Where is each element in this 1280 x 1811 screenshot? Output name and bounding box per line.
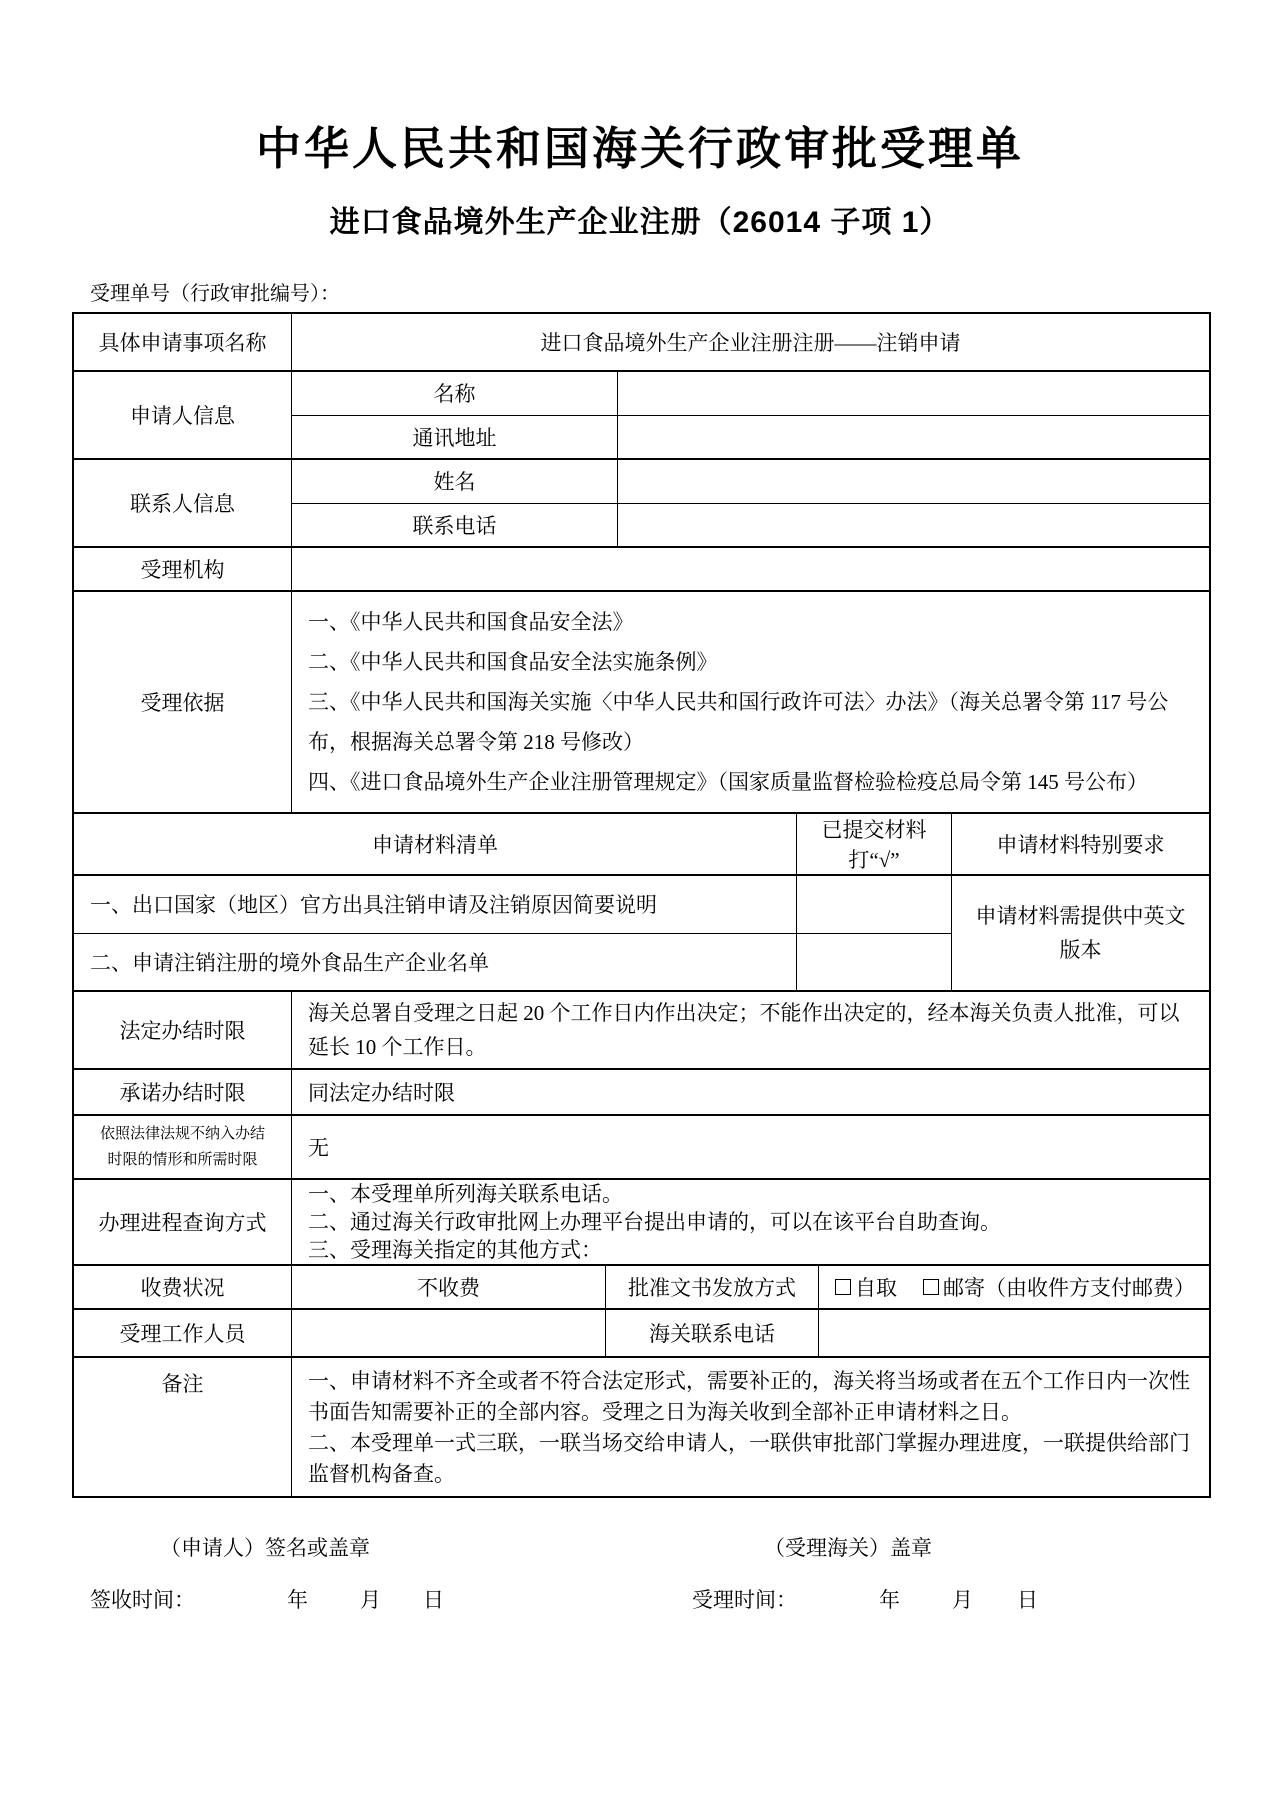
delivery-option-pickup bbox=[835, 1272, 897, 1302]
signature-row bbox=[0, 1532, 1280, 1562]
material-item-1 bbox=[74, 876, 952, 933]
form-table bbox=[72, 312, 1211, 1498]
basis-line-2: 二、《中华人民共和国食品安全法实施条例》 bbox=[308, 650, 718, 674]
applicant-address-label: 通讯地址 bbox=[292, 416, 618, 459]
applicant-address-subrow bbox=[292, 415, 1209, 459]
material-item-2 bbox=[74, 933, 952, 991]
progress-query-text bbox=[292, 1180, 1209, 1264]
progress-query-line-3: 三、受理海关指定的其他方式： bbox=[308, 1238, 602, 1262]
materials-special-note: 申请材料需提供中英文版本 bbox=[951, 876, 1209, 990]
sign-time-month: 月 bbox=[360, 1588, 381, 1612]
accept-time-year: 年 bbox=[879, 1588, 900, 1612]
materials-special-header: 申请材料特别要求 bbox=[996, 833, 1165, 857]
excluded-time-value: 无 bbox=[308, 1136, 329, 1160]
materials-submitted-header-line2: 打“√” bbox=[848, 848, 900, 872]
staff-row bbox=[74, 1308, 1209, 1356]
basis-line-4: 四、《进口食品境外生产企业注册管理规定》（国家质量监督检验检疫总局令第 145 号公布） bbox=[308, 770, 1148, 794]
remarks-line-2: 二、本受理单一式三联，一联当场交给申请人，一联供审批部门掌握办理进度，一联提供给部门监督机构备查。 bbox=[308, 1431, 1190, 1486]
pickup-option-label: 自取 bbox=[855, 1276, 897, 1300]
accept-time-label: 受理时间： bbox=[692, 1588, 797, 1612]
accept-time-month: 月 bbox=[952, 1588, 973, 1612]
accepting-org-row bbox=[74, 546, 1209, 590]
statutory-limit-row bbox=[74, 990, 1209, 1068]
delivery-options bbox=[819, 1266, 1209, 1308]
specific-item-label: 具体申请事项名称 bbox=[74, 314, 292, 370]
progress-query-line-2: 二、通过海关行政审批网上办理平台提出申请的，可以在该平台自助查询。 bbox=[308, 1210, 1001, 1234]
applicant-name-label: 名称 bbox=[292, 372, 618, 415]
contact-info-label: 联系人信息 bbox=[74, 460, 292, 546]
materials-items-row bbox=[74, 874, 1209, 990]
accepting-org-label: 受理机构 bbox=[74, 548, 292, 590]
contact-phone-value bbox=[618, 504, 1209, 547]
applicant-info-label: 申请人信息 bbox=[74, 372, 292, 458]
mail-checkbox[interactable] bbox=[923, 1279, 939, 1295]
fee-status-row bbox=[74, 1264, 1209, 1308]
material-item-2-name: 二、申请注销注册的境外食品生产企业名单 bbox=[74, 934, 797, 991]
pickup-checkbox[interactable] bbox=[835, 1279, 851, 1295]
progress-query-row bbox=[74, 1178, 1209, 1264]
promised-limit-value: 同法定办结时限 bbox=[308, 1081, 455, 1105]
material-item-2-submitted-cell bbox=[797, 934, 952, 991]
applicant-name-value bbox=[618, 372, 1209, 415]
page-title: 中华人民共和国海关行政审批受理单 bbox=[255, 123, 1024, 174]
excluded-time-label: 依照法律法规不纳入办结时限的情形和所需时限 bbox=[74, 1116, 292, 1178]
material-item-1-submitted-cell bbox=[797, 876, 952, 933]
contact-name-value bbox=[618, 460, 1209, 503]
applicant-info-row bbox=[74, 370, 1209, 458]
applicant-signature-label: （申请人）签名或盖章 bbox=[160, 1536, 370, 1560]
sign-time-day: 日 bbox=[423, 1588, 444, 1612]
staff-label: 受理工作人员 bbox=[74, 1310, 292, 1356]
basis-line-1: 一、《中华人民共和国食品安全法》 bbox=[308, 610, 634, 634]
promised-limit-row bbox=[74, 1068, 1209, 1114]
acceptance-number-label: 受理单号（行政审批编号）： bbox=[90, 283, 340, 305]
materials-list-header: 申请材料清单 bbox=[74, 814, 797, 874]
acceptance-basis-text bbox=[292, 592, 1209, 812]
staff-value bbox=[292, 1310, 606, 1356]
applicant-name-subrow bbox=[292, 372, 1209, 415]
material-item-1-name: 一、出口国家（地区）官方出具注销申请及注销原因简要说明 bbox=[74, 876, 797, 933]
progress-query-label: 办理进程查询方式 bbox=[74, 1180, 292, 1264]
progress-query-line-1: 一、本受理单所列海关联系电话。 bbox=[308, 1182, 623, 1206]
customs-phone-value bbox=[819, 1310, 1209, 1356]
contact-name-subrow bbox=[292, 460, 1209, 503]
remarks-label: 备注 bbox=[74, 1358, 292, 1496]
remarks-line-1: 一、申请材料不齐全或者不符合法定形式，需要补正的，海关将当场或者在五个工作日内一次性书面告知需要补正的全部内容。受理之日为海关收到全部补正申请材料之日。 bbox=[308, 1369, 1190, 1424]
promised-limit-label: 承诺办结时限 bbox=[74, 1070, 292, 1114]
acceptance-basis-row bbox=[74, 590, 1209, 812]
sign-time-year: 年 bbox=[287, 1588, 308, 1612]
statutory-limit-value: 海关总署自受理之日起 20 个工作日内作出决定；不能作出决定的，经本海关负责人批准，可以延长 10 个工作日。 bbox=[308, 1001, 1180, 1059]
excluded-time-row bbox=[74, 1114, 1209, 1178]
specific-item-value: 进口食品境外生产企业注册注册——注销申请 bbox=[540, 331, 961, 355]
basis-line-3: 三、《中华人民共和国海关实施〈中华人民共和国行政许可法〉办法》（海关总署令第 117 号公布，根据海关总署令第 218 号修改） bbox=[308, 690, 1169, 754]
customs-seal-label: （受理海关）盖章 bbox=[764, 1536, 932, 1560]
accept-time-day: 日 bbox=[1017, 1588, 1038, 1612]
fee-status-label: 收费状况 bbox=[74, 1266, 292, 1308]
accepting-org-value bbox=[292, 548, 1209, 590]
materials-submitted-header-line1: 已提交材料 bbox=[821, 818, 927, 842]
contact-phone-label: 联系电话 bbox=[292, 504, 618, 547]
contact-info-row bbox=[74, 458, 1209, 546]
page-subtitle: 进口食品境外生产企业注册（26014 子项 1） bbox=[329, 206, 951, 239]
sign-time-label: 签收时间： bbox=[90, 1588, 195, 1612]
contact-phone-subrow bbox=[292, 503, 1209, 547]
materials-submitted-header bbox=[797, 814, 952, 874]
remarks-text bbox=[292, 1358, 1209, 1496]
materials-header-row bbox=[74, 812, 1209, 874]
remarks-row bbox=[74, 1356, 1209, 1496]
acceptance-basis-label: 受理依据 bbox=[74, 592, 292, 812]
contact-name-label: 姓名 bbox=[292, 460, 618, 503]
mail-option-label: 邮寄（由收件方支付邮费） bbox=[943, 1276, 1195, 1300]
delivery-method-label: 批准文书发放方式 bbox=[606, 1266, 819, 1308]
specific-item-row bbox=[74, 314, 1209, 370]
time-row bbox=[0, 1584, 1280, 1614]
applicant-address-value bbox=[618, 416, 1209, 459]
delivery-option-mail bbox=[923, 1272, 1195, 1302]
statutory-limit-label: 法定办结时限 bbox=[74, 992, 292, 1068]
fee-status-value: 不收费 bbox=[292, 1266, 606, 1308]
customs-phone-label: 海关联系电话 bbox=[606, 1310, 819, 1356]
